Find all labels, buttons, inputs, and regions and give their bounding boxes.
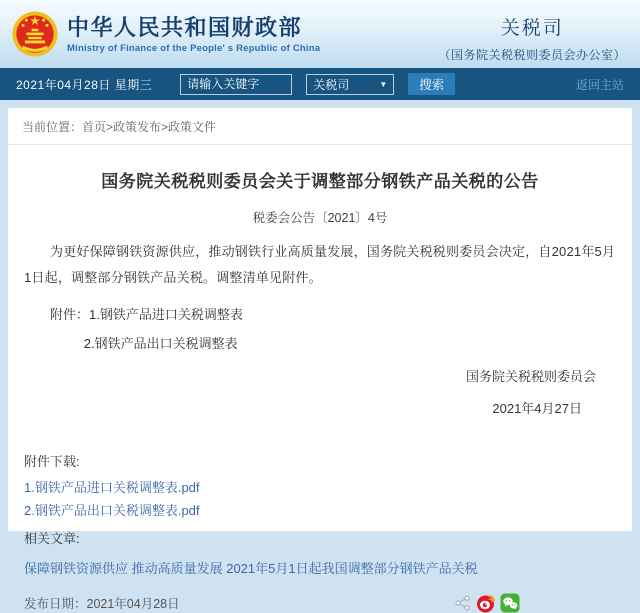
article-title: 国务院关税税则委员会关于调整部分钢铁产品关税的公告: [101, 172, 539, 191]
share-icon[interactable]: [454, 594, 472, 612]
back-to-main-link[interactable]: 返回主站: [575, 77, 624, 92]
breadcrumb-label: 当前位置：: [22, 120, 83, 134]
article: [8, 167, 632, 577]
breadcrumb-path[interactable]: 首页>政策发布>政策文件: [82, 120, 217, 134]
breadcrumb: [8, 108, 632, 145]
search-scope-value: 关税司: [313, 77, 350, 92]
downloads-label: 附件下载:: [24, 454, 80, 469]
attachment-note-1: 附件：1.钢铁产品进口关税调整表: [50, 307, 243, 322]
current-date: 2021年04月28日 星期三: [16, 77, 153, 92]
content-panel: [8, 108, 632, 611]
doc-number: 税委会公告〔2021〕4号: [252, 211, 388, 225]
issuer: 国务院关税税则委员会: [465, 369, 596, 384]
article-footer: [8, 593, 632, 613]
search-scope-select[interactable]: [306, 74, 394, 95]
download-link-2[interactable]: 2.钢铁产品出口关税调整表.pdf: [24, 503, 200, 518]
department-subtitle: （国务院关税税则委员会办公室）: [438, 48, 626, 62]
download-link-1[interactable]: 1.钢铁产品进口关税调整表.pdf: [24, 480, 200, 495]
attachment-note-2: 2.钢铁产品出口关税调整表: [83, 336, 238, 351]
search-input[interactable]: [180, 74, 292, 95]
brand-text: [67, 15, 320, 54]
share-bar: [454, 593, 520, 613]
site-title: 中华人民共和国财政部: [67, 14, 303, 40]
chevron-down-icon: ▼: [379, 79, 388, 89]
site-subtitle: Ministry of Finance of the People' s Republic of China: [67, 42, 321, 54]
publish-date: 发布日期：2021年04月28日: [24, 597, 180, 611]
department-title: 关税司: [500, 18, 564, 39]
related-label: 相关文章:: [24, 531, 80, 546]
national-emblem-icon: [12, 11, 58, 57]
related-article-link[interactable]: 保障钢铁资源供应 推动高质量发展 2021年5月1日起我国调整部分钢铁产品关税: [24, 561, 478, 576]
department-block: [438, 13, 630, 63]
weibo-icon[interactable]: [476, 593, 496, 613]
wechat-icon[interactable]: [500, 593, 520, 613]
article-paragraph: 为更好保障钢铁资源供应，推动钢铁行业高质量发展，国务院关税税则委员会决定，自2021年5月1日起，调整部分钢铁产品关税。调整清单见附件。: [24, 244, 616, 285]
issue-date: 2021年4月27日: [492, 401, 582, 416]
navbar: [0, 68, 640, 100]
site-brand: [12, 11, 320, 57]
search-button[interactable]: 搜索: [408, 73, 455, 95]
site-header: [0, 0, 640, 68]
